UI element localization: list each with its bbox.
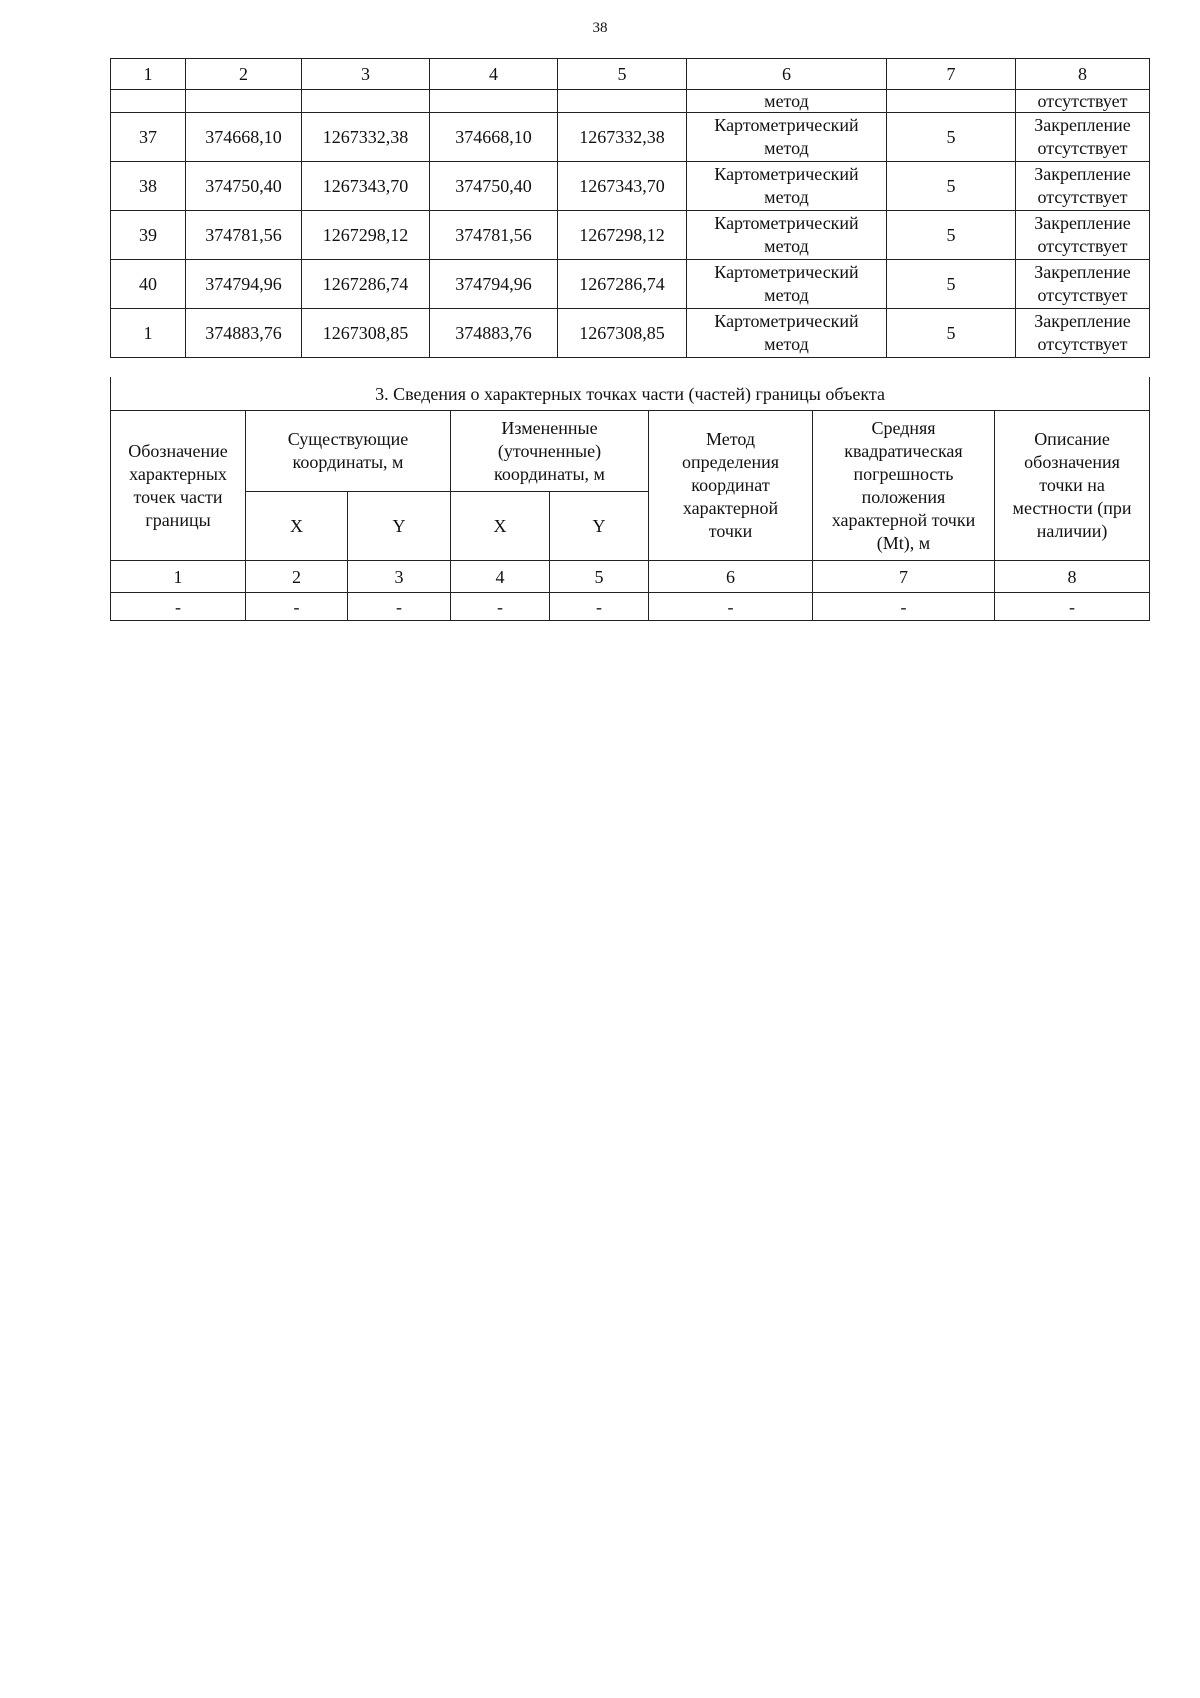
y-cell: 1267286,74 [302, 260, 430, 309]
designation-header [111, 411, 246, 561]
description-line: Закрепление [1034, 262, 1131, 282]
existing-coordinates-header [246, 411, 451, 492]
x2-cell: 374794,96 [430, 260, 558, 309]
header-line: координат [691, 475, 770, 495]
section-title-row [111, 377, 1150, 411]
y2-cell: 1267343,70 [558, 162, 687, 211]
accuracy-header [813, 411, 995, 561]
dash-cell: - [348, 593, 451, 621]
column-number: 8 [995, 561, 1150, 593]
table-row [111, 162, 1150, 211]
description-line: Закрепление [1034, 115, 1131, 135]
page-number: 38 [592, 20, 608, 36]
part-boundary-points-table [110, 377, 1150, 621]
header-line: характерной точки [831, 509, 976, 530]
accuracy-cell: 5 [887, 211, 1016, 260]
y-header: Y [550, 492, 649, 561]
description-line: отсутствует [1037, 285, 1128, 305]
description-cell [1016, 162, 1150, 211]
header-line: Существующие [287, 429, 409, 449]
method-cell [687, 260, 887, 309]
x2-cell: 374668,10 [430, 113, 558, 162]
method-line: метод [764, 334, 809, 354]
header-line: Средняя [871, 417, 936, 438]
table-row [111, 113, 1150, 162]
description-line: Закрепление [1034, 213, 1131, 233]
method-line: Картометрический [714, 164, 859, 184]
column-number: 6 [649, 561, 813, 593]
point-cell: 37 [111, 113, 186, 162]
x-cell: 374781,56 [186, 211, 302, 260]
method-header [649, 411, 813, 561]
description-line: отсутствует [1037, 334, 1128, 354]
header-line: координаты, м [292, 452, 404, 472]
x-cell: 374883,76 [186, 309, 302, 358]
description-cell [1016, 260, 1150, 309]
table-row [111, 309, 1150, 358]
header-line: характерных [129, 463, 227, 484]
description-cell [1016, 113, 1150, 162]
description-line: отсутствует [1037, 187, 1128, 207]
x-cell: 374668,10 [186, 113, 302, 162]
header-line: Обозначение [128, 440, 228, 461]
method-cell [687, 309, 887, 358]
section-title: 3. Сведения о характерных точках части (частей) границы объекта [111, 377, 1150, 411]
y-cell: 1267308,85 [302, 309, 430, 358]
column-number: 2 [186, 59, 302, 90]
header-line: положения [861, 486, 946, 507]
column-number: 1 [111, 59, 186, 90]
table-row [111, 211, 1150, 260]
header-line: обозначения [1024, 452, 1120, 472]
method-line: метод [764, 187, 809, 207]
continuation-row [111, 90, 1150, 113]
header-line: точки на [1039, 475, 1105, 495]
x2-cell: 374781,56 [430, 211, 558, 260]
y-cell: 1267343,70 [302, 162, 430, 211]
column-number: 6 [687, 59, 887, 90]
header-line: (Mt), м [876, 532, 931, 553]
empty-data-row [111, 593, 1150, 621]
header-line: (уточненные) [497, 440, 602, 461]
description-cell [1016, 211, 1150, 260]
column-number: 1 [111, 561, 246, 593]
table-row [111, 260, 1150, 309]
header-line: квадратическая [844, 440, 963, 461]
method-cell: метод [687, 90, 887, 113]
column-number-row [111, 59, 1150, 90]
y-cell: 1267332,38 [302, 113, 430, 162]
header-line: точки [708, 521, 753, 541]
empty-cell [111, 90, 186, 113]
column-number: 7 [887, 59, 1016, 90]
description-line: отсутствует [1037, 138, 1128, 158]
column-number-row [111, 561, 1150, 593]
description-header [995, 411, 1150, 561]
y2-cell: 1267286,74 [558, 260, 687, 309]
method-line: Картометрический [714, 311, 859, 331]
y-header: Y [348, 492, 451, 561]
dash-cell: - [995, 593, 1150, 621]
accuracy-cell: 5 [887, 162, 1016, 211]
column-number: 5 [558, 59, 687, 90]
header-line: Измененные [501, 417, 598, 438]
method-line: Картометрический [714, 262, 859, 282]
column-number: 2 [246, 561, 348, 593]
dash-cell: - [550, 593, 649, 621]
description-cell [1016, 309, 1150, 358]
dash-cell: - [451, 593, 550, 621]
column-number: 5 [550, 561, 649, 593]
point-cell: 39 [111, 211, 186, 260]
x-cell: 374794,96 [186, 260, 302, 309]
header-line: границы [145, 509, 211, 530]
changed-coordinates-header [451, 411, 649, 492]
x-header: X [246, 492, 348, 561]
header-line: определения [681, 452, 780, 472]
header-row [111, 411, 1150, 492]
header-line: наличии) [1036, 521, 1108, 541]
x-header: X [451, 492, 550, 561]
description-line: Закрепление [1034, 311, 1131, 331]
method-line: Картометрический [714, 115, 859, 135]
dash-cell: - [813, 593, 995, 621]
header-line: координаты, м [494, 463, 605, 484]
method-cell [687, 211, 887, 260]
method-cell [687, 113, 887, 162]
column-number: 7 [813, 561, 995, 593]
header-line: местности (при [1012, 498, 1132, 518]
header-line: Метод [705, 429, 756, 449]
x2-cell: 374750,40 [430, 162, 558, 211]
x-cell: 374750,40 [186, 162, 302, 211]
accuracy-cell: 5 [887, 260, 1016, 309]
header-line: точек части [133, 486, 223, 507]
column-number: 3 [302, 59, 430, 90]
dash-cell: - [246, 593, 348, 621]
column-number: 4 [430, 59, 558, 90]
description-line: Закрепление [1034, 164, 1131, 184]
description-line: отсутствует [1037, 236, 1128, 256]
method-cell [687, 162, 887, 211]
point-cell: 1 [111, 309, 186, 358]
description-cell: отсутствует [1016, 90, 1150, 113]
column-number: 4 [451, 561, 550, 593]
column-number: 3 [348, 561, 451, 593]
y2-cell: 1267308,85 [558, 309, 687, 358]
empty-cell [887, 90, 1016, 113]
empty-cell [558, 90, 687, 113]
coordinates-table [110, 58, 1150, 358]
method-line: метод [764, 138, 809, 158]
dash-cell: - [649, 593, 813, 621]
y2-cell: 1267298,12 [558, 211, 687, 260]
header-line: Описание [1034, 429, 1110, 449]
method-line: Картометрический [714, 213, 859, 233]
y-cell: 1267298,12 [302, 211, 430, 260]
dash-cell: - [111, 593, 246, 621]
empty-cell [186, 90, 302, 113]
accuracy-cell: 5 [887, 113, 1016, 162]
header-line: погрешность [853, 463, 954, 484]
method-line: метод [764, 285, 809, 305]
accuracy-cell: 5 [887, 309, 1016, 358]
x2-cell: 374883,76 [430, 309, 558, 358]
empty-cell [430, 90, 558, 113]
point-cell: 40 [111, 260, 186, 309]
y2-cell: 1267332,38 [558, 113, 687, 162]
method-line: метод [764, 236, 809, 256]
point-cell: 38 [111, 162, 186, 211]
empty-cell [302, 90, 430, 113]
column-number: 8 [1016, 59, 1150, 90]
header-line: характерной [682, 498, 779, 518]
